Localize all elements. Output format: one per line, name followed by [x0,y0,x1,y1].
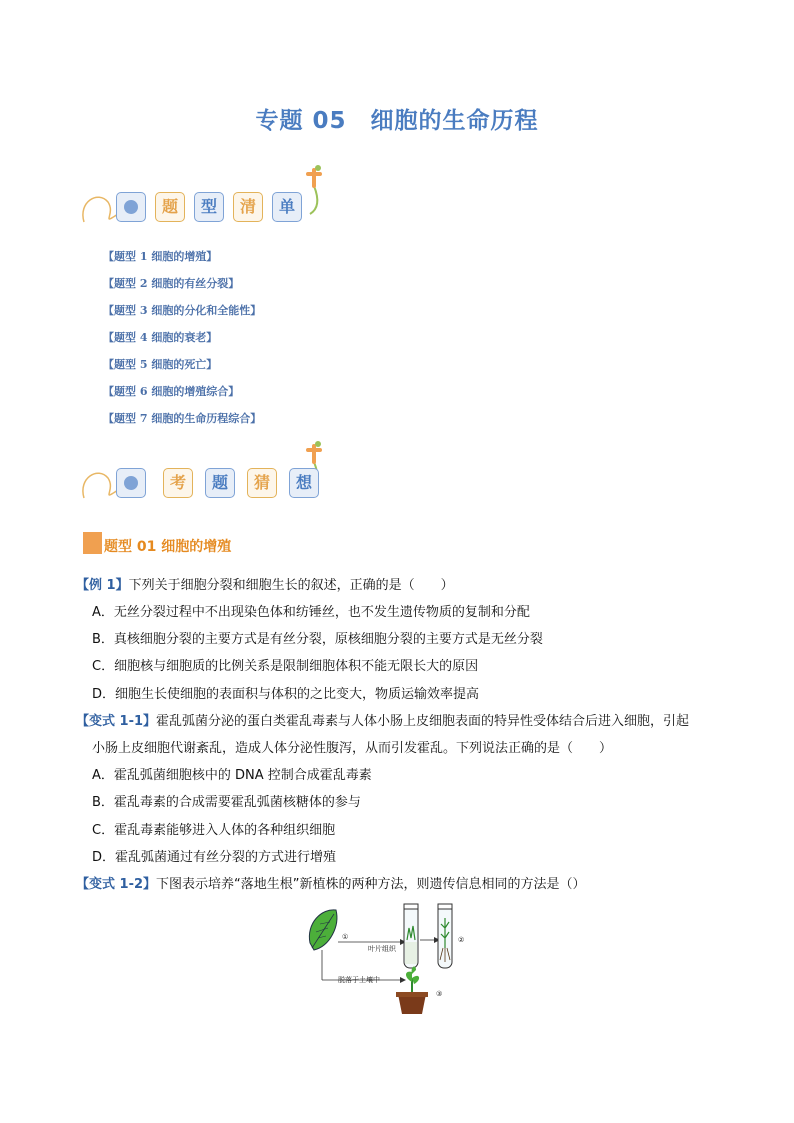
question-stem: 下图表示培养“落地生根”新植株的两种方法，则遗传信息相同的方法是（） [156,877,586,892]
question-stem: 下列关于细胞分裂和细胞生长的叙述，正确的是（ ） [128,578,454,593]
banner2-char: 题 [205,468,235,498]
question-tag: 【变式 1-2】 [76,877,157,892]
option-b[interactable]: B．真核细胞分裂的主要方式是有丝分裂，原核细胞分裂的主要方式是无丝分裂 [92,632,543,647]
page-title: 专题 05 细胞的生命历程 [255,108,539,134]
banner2-char: 猜 [247,468,277,498]
banner2-circle-box [116,468,146,498]
question-1 [76,577,454,595]
section-label: 题型 01 细胞的增殖 [104,539,232,555]
banner-exam-guess [78,438,338,508]
figure-label-leaf-tissue: 叶片组织 [368,945,396,953]
toc-item[interactable]: 【题型 3 细胞的分化和全能性】 [103,304,262,317]
option-b[interactable]: B．霍乱毒素的合成需要霍乱弧菌核糖体的参与 [92,795,361,810]
toc-item[interactable]: 【题型 7 细胞的生命历程综合】 [103,412,262,425]
option-c[interactable]: C．细胞核与细胞质的比例关系是限制细胞体积不能无限长大的原因 [92,659,479,674]
figure-label-3: ③ [436,990,443,998]
option-d[interactable]: D．霍乱弧菌通过有丝分裂的方式进行增殖 [92,850,337,865]
toc-item[interactable]: 【题型 2 细胞的有丝分裂】 [103,277,240,290]
question-3 [76,876,586,894]
figure-label-1: ① [342,933,349,941]
option-a[interactable]: A．无丝分裂过程中不出现染色体和纺锤丝，也不发生遗传物质的复制和分配 [92,605,530,620]
banner2-char: 考 [163,468,193,498]
figure-drawing [300,898,480,1023]
option-d[interactable]: D．细胞生长使细胞的表面积与体积的之比变大，物质运输效率提高 [92,687,480,702]
toc-list [103,249,261,438]
toc-item[interactable]: 【题型 6 细胞的增殖综合】 [103,385,240,398]
banner1-char: 单 [272,192,302,222]
banner2-char: 想 [289,468,319,498]
figure-label-2: ② [458,936,465,944]
toc-item[interactable]: 【题型 5 细胞的死亡】 [103,358,218,371]
banner1-char: 题 [155,192,185,222]
plant-propagation-figure [300,898,480,1023]
option-c[interactable]: C．霍乱毒素能够进入人体的各种组织细胞 [92,823,336,838]
toc-item[interactable]: 【题型 1 细胞的增殖】 [103,250,218,263]
banner1-char: 清 [233,192,263,222]
figure-label-fallen: 脱落于土壤中 [338,976,380,984]
banner1-circle-box [116,192,146,222]
section-marker [83,532,102,554]
banner1-char: 型 [194,192,224,222]
question-2 [76,713,689,731]
question-tag: 【变式 1-1】 [76,714,157,729]
question-stem-continued: 小肠上皮细胞代谢紊乱，造成人体分泌性腹泻，从而引发霍乱。下列说法正确的是（ ） [92,741,613,756]
question-tag: 【例 1】 [76,578,129,593]
toc-item[interactable]: 【题型 4 细胞的衰老】 [103,331,218,344]
question-stem: 霍乱弧菌分泌的蛋白类霍乱毒素与人体小肠上皮细胞表面的特异性受体结合后进入细胞，引起 [156,714,690,729]
banner-question-types [78,162,338,232]
option-a[interactable]: A．霍乱弧菌细胞核中的 DNA 控制合成霍乱毒素 [92,768,372,783]
